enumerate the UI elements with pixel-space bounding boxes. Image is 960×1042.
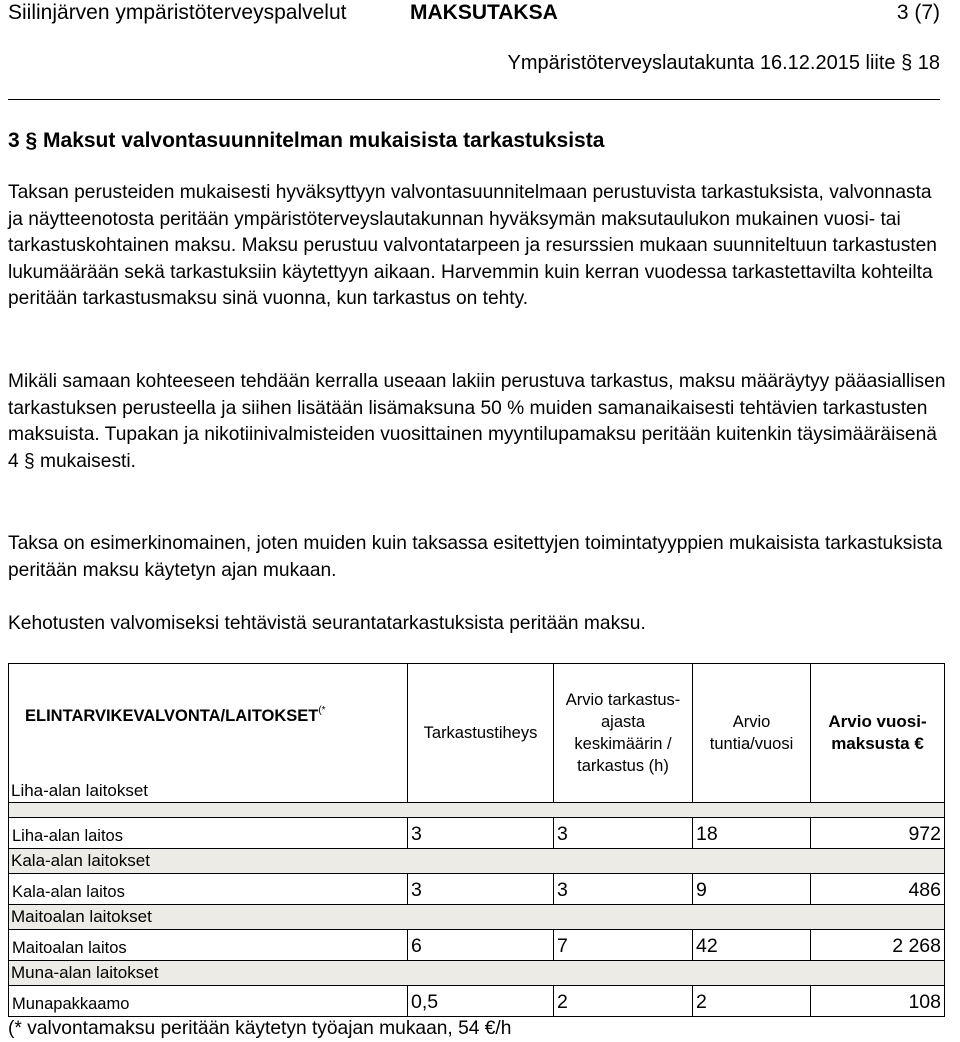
row-name: Munapakkaamo (9, 986, 408, 1017)
group-label: Liha-alan laitokset (11, 781, 149, 800)
table-group-row (9, 961, 945, 986)
row-frequency: 3 (408, 874, 554, 905)
table-spacer-row (9, 803, 945, 818)
page-number: 3 (7) (896, 1, 940, 24)
group-label: Muna-alan laitokset (9, 961, 945, 986)
column-header-time: Arvio tarkastus-ajasta keskimäärin / tarkastus (h) (554, 664, 693, 803)
category-header-cell (9, 664, 408, 803)
column-header-fee: Arvio vuosi-maksusta € (811, 664, 945, 803)
row-time: 2 (554, 986, 693, 1017)
page-header (8, 0, 940, 28)
row-time: 3 (554, 818, 693, 849)
table-group-row (9, 905, 945, 930)
table-header-row (9, 664, 945, 803)
document-title: MAKSUTAKSA (410, 1, 558, 24)
column-header-frequency: Tarkastustiheys (408, 664, 554, 803)
row-fee: 486 (811, 874, 945, 905)
section-title: 3 § Maksut valvontasuunnitelman mukaisista tarkastuksista (8, 129, 605, 152)
row-name: Liha-alan laitos (9, 818, 408, 849)
column-header-hours: Arvio tuntia/vuosi (693, 664, 811, 803)
row-hours: 2 (693, 986, 811, 1017)
row-fee: 972 (811, 818, 945, 849)
paragraph: Mikäli samaan kohteeseen tehdään kerralla useaan lakiin perustuva tarkastus, maksu määräytyy pääasiallisen tarkastuksen perusteella ja siihen lisätään lisämaksuna 50 % muiden samanaikaisesti tehtävien tarkastusten maksuista. Tupakan ja nikotiinivalmisteiden vuosittainen myyntilupamaksu peritään kuitenkin täysimääräisenä 4 § mukaisesti. (8, 371, 946, 472)
paragraph: Taksa on esimerkinomainen, joten muiden kuin taksassa esitettyjen toimintatyyppien mukaisista tarkastuksista peritään maksu käytetyn ajan mukaan. (8, 533, 943, 581)
group-label: Kala-alan laitokset (9, 849, 945, 874)
row-name: Kala-alan laitos (9, 874, 408, 905)
table-row (9, 874, 945, 905)
group-label: Maitoalan laitokset (9, 905, 945, 930)
organization-name: Siilinjärven ympäristöterveyspalvelut (8, 1, 347, 24)
row-hours: 18 (693, 818, 811, 849)
paragraph: Kehotusten valvomiseksi tehtävistä seurantatarkastuksista peritään maksu. (8, 613, 646, 634)
table-row (9, 930, 945, 961)
row-frequency: 0,5 (408, 986, 554, 1017)
table-group-row (9, 849, 945, 874)
header-subtitle: Ympäristöterveyslautakunta 16.12.2015 liite § 18 (507, 52, 940, 74)
table-row (9, 818, 945, 849)
header-divider (8, 99, 940, 100)
row-time: 7 (554, 930, 693, 961)
paragraph: Taksan perusteiden mukaisesti hyväksyttyyn valvontasuunnitelmaan perustuvista tarkastuksista, valvonnasta ja näytteenotosta peritään ympäristöterveyslautakunnan hyväksymän maksutaulukon mukainen vuosi- tai tarkastuskohtainen maksu. Maksu perustuu valvontatarpeen ja resurssien mukaan suunniteltuun tarkastusten lukumäärään sekä tarkastuksiin käytettyyn aikaan. Harvemmin kuin kerran vuodessa tarkastettavilta kohteilta peritään tarkastusmaksu sinä vuonna, kun tarkastus on tehty. (8, 182, 937, 310)
row-frequency: 3 (408, 818, 554, 849)
row-name: Maitoalan laitos (9, 930, 408, 961)
row-hours: 9 (693, 874, 811, 905)
fee-table (8, 663, 945, 1017)
row-fee: 108 (811, 986, 945, 1017)
row-fee: 2 268 (811, 930, 945, 961)
footnote-marker: (* (318, 705, 326, 716)
row-frequency: 6 (408, 930, 554, 961)
footnote: (* valvontamaksu peritään käytetyn työajan mukaan, 54 €/h (8, 1018, 512, 1039)
row-hours: 42 (693, 930, 811, 961)
category-title: ELINTARVIKEVALVONTA/LAITOKSET(* (25, 705, 326, 725)
row-time: 3 (554, 874, 693, 905)
table-row (9, 986, 945, 1017)
